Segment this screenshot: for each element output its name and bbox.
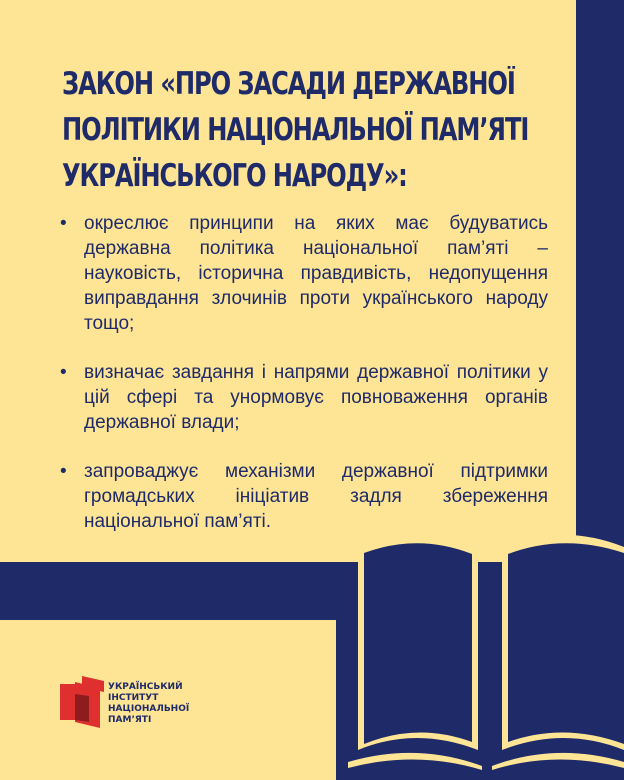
poster-title <box>62 61 529 199</box>
bullet-icon: • <box>60 461 67 482</box>
list-item <box>60 211 548 336</box>
poster-title-line: УКРАЇНСЬКОГО НАРОДУ»: <box>62 158 407 194</box>
bullet-icon: • <box>60 213 67 234</box>
institute-logo-icon <box>58 674 106 732</box>
institute-logo-text: УКРАЇНСЬКИЙ ІНСТИТУТ НАЦІОНАЛЬНОЇ ПАМ’ЯТІ <box>108 682 190 725</box>
poster-title-line: ЗАКОН «ПРО ЗАСАДИ ДЕРЖАВНОЇ <box>62 66 515 102</box>
list-item <box>60 360 548 435</box>
list-item-text: запроваджує механізми державної підтримки громадських ініціатив задля збереження національної пам’яті. <box>84 461 548 532</box>
list-item-text: визначає завдання і напрями державної політики у цій сфері та унормовує повноваження органів державної влади; <box>84 362 548 433</box>
poster-title-line: ПОЛІТИКИ НАЦІОНАЛЬНОЇ ПАМ’ЯТІ <box>62 112 529 148</box>
open-book-icon <box>336 518 624 780</box>
law-purpose-list <box>60 211 548 558</box>
bullet-icon: • <box>60 362 67 383</box>
list-item-text: окреслює принципи на яких має будуватись державна політика національної пам’яті – науковість, історична правдивість, недопущення виправдання злочинів проти українського народу тощо; <box>84 213 548 334</box>
